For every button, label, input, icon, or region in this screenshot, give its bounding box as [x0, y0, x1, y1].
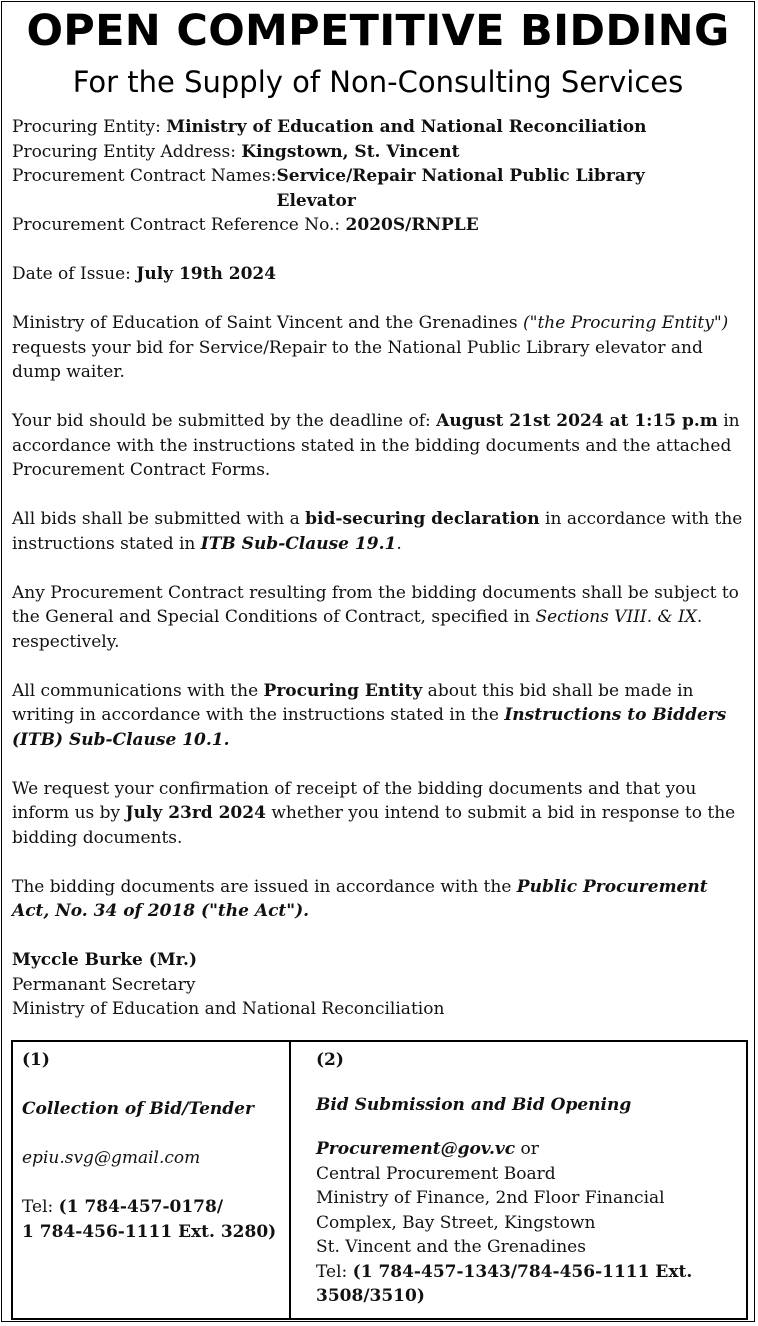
para2-text-end: in accordance with the instructions stated in the bidding documents and the attached Procurement Contract Forms.	[12, 411, 740, 480]
para5-text-mid: about this bid shall be made in writing in accordance with the instructions stated in the	[12, 680, 694, 725]
cpb-line: Central Procurement Board	[316, 1163, 556, 1184]
para1-text: Ministry of Education of Saint Vincent and the Grenadines	[12, 313, 523, 333]
procuring-entity-value: Ministry of Education and National Reconciliation	[166, 117, 647, 137]
notice-subtitle: For the Supply of Non-Consulting Services	[72, 65, 684, 99]
para1-text-end: requests your bid for Service/Repair to the National Public Library elevator and dump waiter.	[12, 337, 703, 382]
col2-tel-label: Tel:	[316, 1261, 353, 1282]
para4-text-end: . respectively.	[12, 607, 703, 652]
para4-text: Any Procurement Contract resulting from the bidding documents shall be subject to the General and Special Conditions of Contract, specified in	[12, 582, 739, 627]
act-reference: Public Procurement Act, No. 34 of 2018 ("the Act").	[12, 876, 708, 921]
submission-email-line	[316, 1137, 746, 1162]
col1-number: (1)	[22, 1050, 50, 1070]
para3-text: All bids shall be submitted with a	[12, 509, 306, 529]
contract-names-label: Procurement Contract Names:	[12, 166, 277, 186]
paragraph-deadline	[12, 409, 747, 483]
para6-text: We request your confirmation of receipt of the bidding documents and that you inform us by	[12, 778, 697, 823]
procuring-entity-label: Procuring Entity:	[12, 117, 167, 137]
paragraph-confirmation	[12, 777, 747, 851]
submission-column	[291, 1042, 746, 1318]
notice-title: OPEN COMPETITIVE BIDDING	[26, 6, 730, 56]
paragraph-conditions	[12, 581, 747, 655]
para2-text: Your bid should be submitted by the deadline of:	[12, 411, 437, 431]
itb-clause-10: Instructions to Bidders (ITB) Sub-Clause 10.1.	[12, 705, 727, 750]
address-label: Procuring Entity Address:	[12, 141, 242, 162]
submission-or: or	[515, 1139, 539, 1159]
col2-tel-value: (1 784-457-1343/784-456-1111 Ext. 3508/3510)	[316, 1261, 693, 1306]
signatory-org: Ministry of Education and National Reconciliation	[12, 999, 445, 1019]
address-line	[12, 140, 747, 165]
deadline-value: August 21st 2024 at 1:15 p.m	[436, 411, 718, 431]
notice-body	[12, 115, 747, 1022]
collection-email[interactable]: epiu.svg@gmail.com	[22, 1148, 201, 1168]
country-line: St. Vincent and the Grenadines	[316, 1237, 586, 1257]
contract-names-value: Service/Repair National Public Library Elevator	[276, 166, 651, 211]
sections-ref: Sections VIII. & IX	[535, 607, 697, 627]
procuring-entity-term: Procuring Entity	[263, 680, 423, 701]
para1-italic: ("the Procuring Entity")	[523, 313, 729, 333]
para3-text-end: .	[396, 533, 402, 554]
signatory-name: Myccle Burke (Mr.)	[12, 950, 198, 970]
col1-tel-label: Tel:	[22, 1197, 59, 1217]
reference-label: Procurement Contract Reference No.:	[12, 215, 346, 235]
date-line	[12, 262, 747, 287]
itb-clause-19: ITB Sub-Clause 19.1	[200, 533, 397, 554]
confirmation-date: July 23rd 2024	[125, 803, 266, 823]
collection-tel	[22, 1195, 289, 1220]
address-value: Kingstown, St. Vincent	[241, 141, 460, 162]
paragraph-bid-securing	[12, 507, 747, 556]
date-label: Date of Issue:	[12, 264, 137, 284]
para7-text: The bidding documents are issued in accordance with the	[12, 876, 517, 897]
procuring-entity-line	[12, 115, 747, 140]
submission-tel	[316, 1260, 716, 1309]
col1-tel-value1: (1 784-457-0178/	[58, 1197, 224, 1217]
para5-text: All communications with the	[12, 680, 264, 701]
para6-text-end: whether you intend to submit a bid in response to the bidding documents.	[12, 803, 736, 848]
submission-heading: Bid Submission and Bid Opening	[316, 1094, 632, 1115]
submission-email[interactable]: Procurement@gov.vc	[316, 1139, 516, 1159]
bidding-notice	[1, 1, 755, 1322]
col1-tel-value2: 1 784-456-1111 Ext. 3280)	[22, 1221, 277, 1242]
contract-names-line	[12, 164, 747, 213]
ministry-address: Ministry of Finance, 2nd Floor Financial Complex, Bay Street, Kingstown	[316, 1188, 665, 1233]
date-value: July 19th 2024	[136, 264, 277, 284]
bid-securing-term: bid-securing declaration	[305, 509, 540, 529]
contact-box	[11, 1040, 748, 1320]
reference-line	[12, 213, 747, 238]
paragraph-act	[12, 875, 747, 924]
col2-number: (2)	[316, 1050, 344, 1070]
collection-column	[13, 1042, 291, 1318]
collection-heading: Collection of Bid/Tender	[22, 1099, 254, 1119]
para3-text-mid: in accordance with the instructions stated in	[12, 509, 743, 554]
signatory-title: Permanant Secretary	[12, 974, 196, 995]
reference-value: 2020S/RNPLE	[345, 215, 479, 235]
paragraph-request	[12, 311, 747, 385]
paragraph-communications	[12, 679, 747, 753]
